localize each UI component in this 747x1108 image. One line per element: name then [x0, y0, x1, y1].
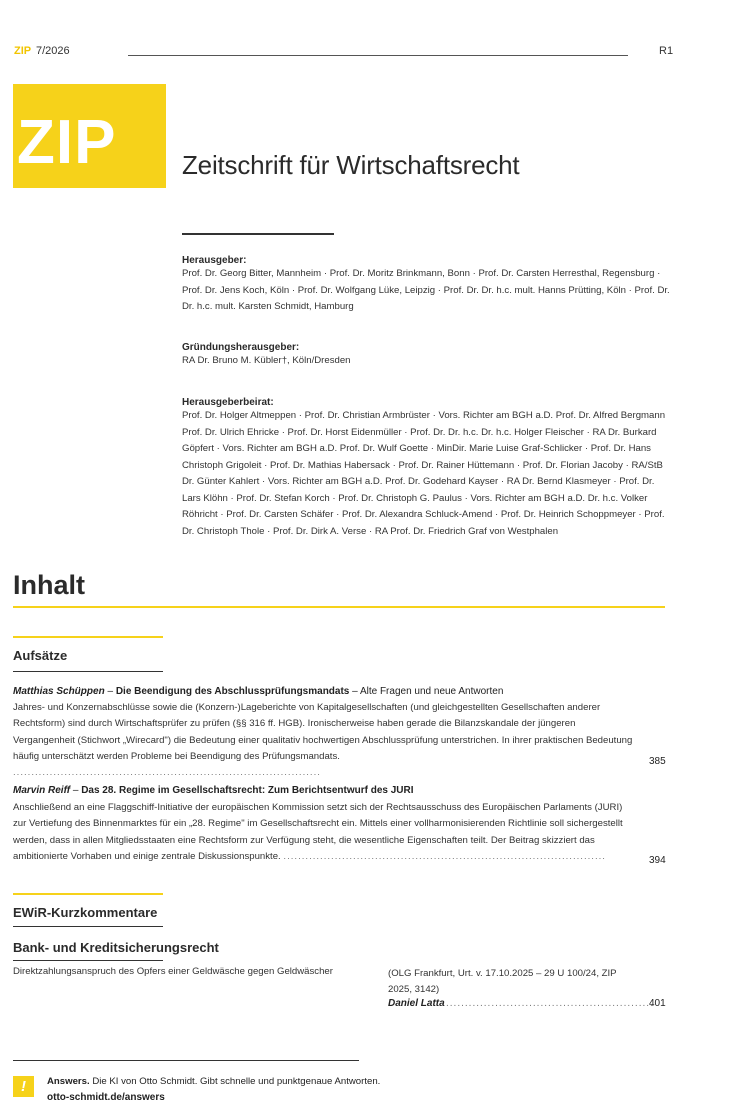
advisory-board-names: Prof. Dr. Holger Altmeppen · Prof. Dr. Christian Armbrüster · Vors. Richter am BGH a.D. Prof. Dr. Alfred Bergmann Prof. Dr. Ulrich Ehricke · Prof. Dr. Horst Eidenmüller · Prof. Dr. Dr. h.c. Dr. h.c. Holger Fleischer · RA Dr. Burkard Göpfert · Vors. Richter am BGH a.D. Prof. Dr. Wulf Goette · MinDir. Marie Luise Graf-Schlicker · Prof. Dr. Hans Christoph Grigoleit · Prof. Dr. Mathias Habersack · Prof. Dr. Rainer Hüttemann · Prof. Dr. Florian Jacoby · RA/StB Dr. Günter Kahlert · Vors. Richter am BGH a.D. Prof. Dr. Godehard Kayser · RA Dr. Bernd Klasmeyer · Prof. Dr. Lars Klöhn · Prof. Dr. Stefan Korch · Prof. Dr. Christoph G. Paulus · Vors. Richter am BGH a.D. Dr. h.c. Volker Röhricht · Prof. Dr. Carsten Schäfer · Prof. Dr. Alexandra Schluck-Amend · Prof. Dr. Heinrich Schoppmeyer · Prof. Dr. Christoph Thole · Prof. Dr. Dirk A. Verse · RA Prof. Dr. Friedrich Graf von Westphalen: [182, 410, 666, 537]
section-rule-top: [13, 636, 163, 638]
article-author: Marvin Reiff: [13, 785, 71, 796]
footer-promo: [47, 1076, 380, 1087]
founding-editor-names: RA Dr. Bruno M. Kübler†, Köln/Dresden: [182, 355, 351, 366]
footer-rule: [13, 1060, 359, 1061]
founding-editor-heading: Gründungsherausgeber:: [182, 342, 300, 353]
subsection-rule: [13, 960, 163, 961]
article-dash: –: [70, 785, 82, 796]
title-rule: [182, 233, 334, 235]
header-rule: [128, 55, 628, 56]
section-title-ewir: EWiR-Kurzkommentare: [13, 905, 158, 920]
contents-rule: [13, 606, 665, 608]
leader-dots: .......................................................: [446, 998, 654, 1009]
exclamation-icon: !: [13, 1076, 34, 1097]
article-abstract: Anschließend an eine Flaggschiff-Initiative der europäischen Kommission setzt sich der Rechtsausschuss des Europäischen Parlaments (JURI) zur Vertiefung des Binnenmarktes für ein „28. Regime" im Gesellschaftsrecht ein. Mittels einer vollharmonisierenden Richtlinie soll sichergestellt werden, dass in allen Mitgliedsstaaten eine Rechtsform zur Verfügung steht, die wesentliche Eigenschaften teilt. Der Beitrag skizziert das ambitionierte Vorhaben und einige zentrale Diskussionspunkte. ........................................................................................: [13, 802, 623, 862]
footer-text: Die KI von Otto Schmidt. Gibt schnelle und punktgenaue Antworten.: [89, 1076, 381, 1087]
section-rule-top: [13, 893, 163, 895]
article-page-number[interactable]: 394: [649, 855, 666, 866]
article-heading[interactable]: [13, 686, 503, 697]
section-rule-bottom: [13, 926, 163, 927]
article-abstract: Jahres- und Konzernabschlüsse sowie die (Konzern-)Lageberichte von Kapitalgesellschaften (und gleichgestellten Gesellschaften anderer Rechtsform) sind durch Wirtschaftsprüfer zu prüfen (§§ 316 ff. HGB). Ironischerweise haben gerade die Bilanzskandale der jüngeren Vergangenheit (Stichwort „Wirecard") die Bedeutung einer qualitativ hochwertigen Abschlussprüfung unterstrichen. In ihrer praktischen Bedeutung häufig unterschätzt werden Probleme bei Beendigung des Prüfungsmandats. ....................................................................................: [13, 702, 633, 779]
header-page-number: R1: [659, 45, 674, 57]
contents-title: Inhalt: [13, 570, 85, 600]
article-dash: –: [104, 686, 116, 697]
section-rule-bottom: [13, 671, 163, 672]
journal-title: Zeitschrift für Wirtschaftsrecht: [182, 150, 520, 180]
editors-heading: Herausgeber:: [182, 255, 247, 266]
footer-link[interactable]: otto-schmidt.de/answers: [47, 1092, 165, 1103]
header-issue: 7/2026: [36, 45, 70, 57]
ewir-author: Daniel Latta: [388, 998, 445, 1009]
section-title-aufsaetze: Aufsätze: [13, 648, 68, 663]
footer-brand: Answers.: [47, 1076, 90, 1087]
ewir-description[interactable]: Direktzahlungsanspruch des Opfers einer Geldwäsche gegen Geldwäscher: [13, 966, 333, 977]
subsection-title: Bank- und Kreditsicherungsrecht: [13, 940, 219, 955]
leader-dots: ........................................................................................: [283, 850, 606, 862]
advisory-board-heading: Herausgeberbeirat:: [182, 397, 274, 408]
zip-logo: [13, 84, 166, 188]
ewir-page-number[interactable]: 401: [649, 998, 666, 1009]
editors-names: Prof. Dr. Georg Bitter, Mannheim · Prof. Dr. Moritz Brinkmann, Bonn · Prof. Dr. Carsten Herresthal, Regensburg · Prof. Dr. Jens Koch, Köln · Prof. Dr. Wolfgang Lüke, Leipzig · Prof. Dr. Dr. h.c. mult. Hanns Prütting, Köln · Prof. Dr. Dr. h.c. mult. Karsten Schmidt, Hamburg: [182, 268, 670, 312]
header-brand: ZIP: [14, 45, 32, 57]
zip-logo-text: ZIP: [17, 108, 117, 177]
ewir-court-citation: (OLG Frankfurt, Urt. v. 17.10.2025 – 29 U 100/24, ZIP 2025, 3142): [388, 968, 617, 995]
article-subtitle: – Alte Fragen und neue Antworten: [349, 686, 504, 697]
leader-dots: ....................................................................................: [13, 767, 321, 779]
article-title: Das 28. Regime im Gesellschaftsrecht: Zum Berichtsentwurf des JURI: [81, 785, 414, 796]
article-heading[interactable]: [13, 785, 414, 796]
article-title: Die Beendigung des Abschlussprüfungsmandats: [115, 686, 350, 697]
article-author: Matthias Schüppen: [13, 686, 105, 697]
article-page-number[interactable]: 385: [649, 756, 666, 767]
